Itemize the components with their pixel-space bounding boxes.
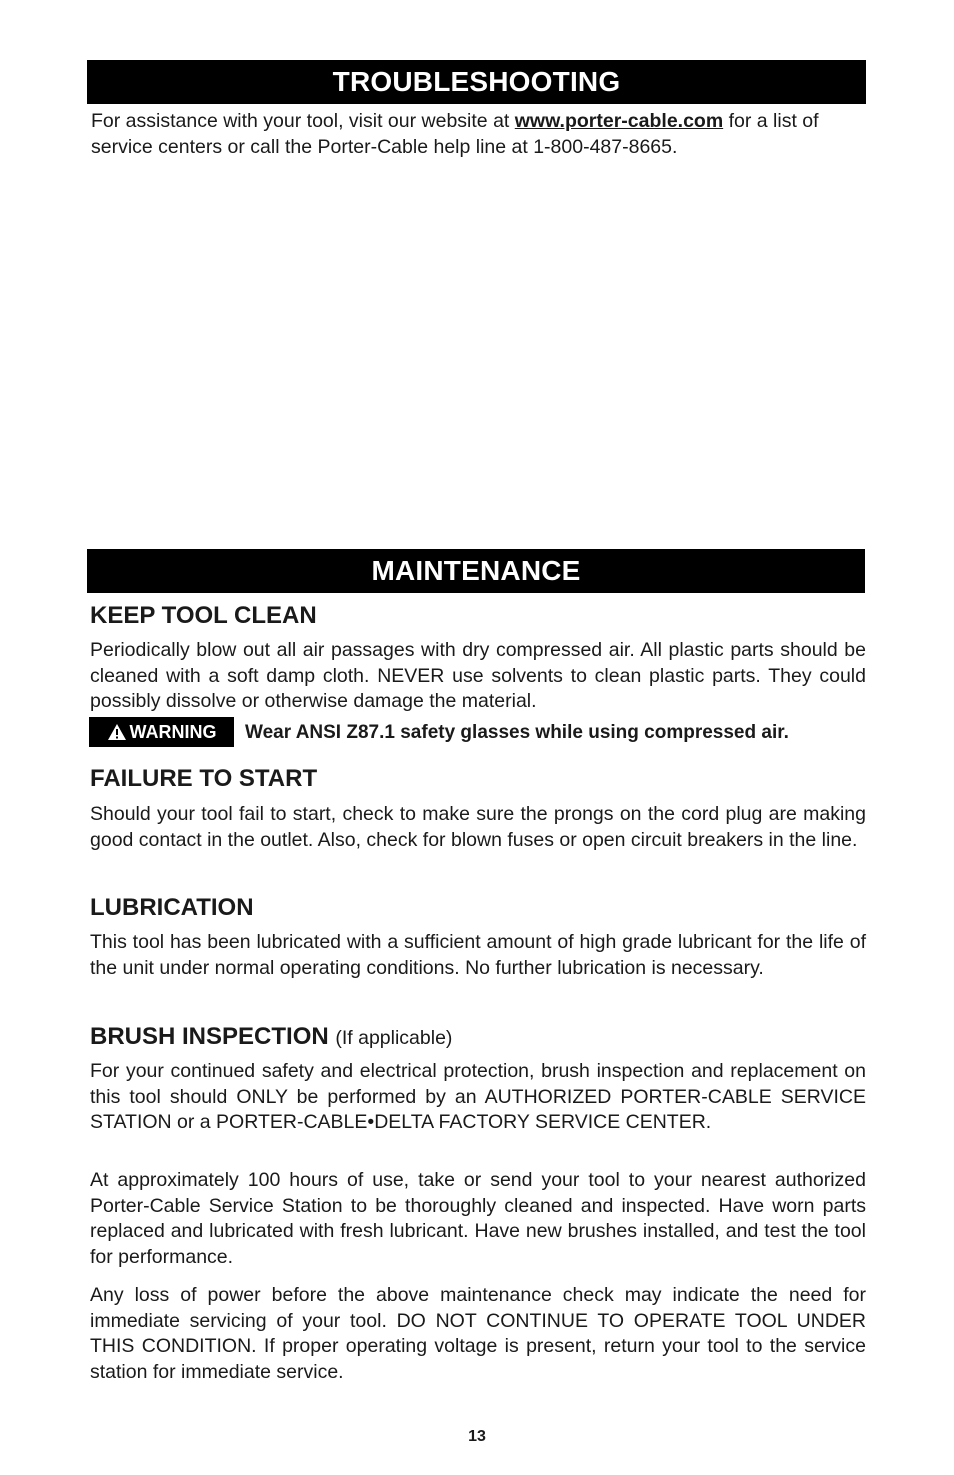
- brush-inspection-title: BRUSH INSPECTION: [90, 1023, 329, 1050]
- website-link[interactable]: www.porter-cable.com: [514, 110, 724, 132]
- troubleshooting-intro: [91, 109, 861, 160]
- keep-tool-clean-body: Periodically blow out all air passages with dry compressed air. All plastic parts should be cleaned with a soft damp cloth. NEVER use solvents to clean plastic parts. They could possibly dissolve or otherwise damage the material.: [90, 639, 866, 712]
- warning-text: Wear ANSI Z87.1 safety glasses while using compressed air.: [245, 722, 789, 743]
- intro-text-after-link: for a list of service centers or call the Porter-Cable help line at 1-800-487-8665.: [91, 110, 819, 158]
- maintenance-title: MAINTENANCE: [87, 549, 865, 593]
- brush-inspection-note: (If applicable): [335, 1027, 453, 1049]
- lubrication-heading: LUBRICATION: [90, 894, 254, 921]
- warning-triangle-icon: [107, 723, 127, 741]
- brush-inspection-paragraph-3: Any loss of power before the above maintenance check may indicate the need for immediate servicing of your tool. DO NOT CONTINUE TO OPERATE TOOL UNDER THIS CONDITION. If proper operating voltage is present, return your tool to the service station for immediate service.: [90, 1284, 866, 1383]
- warning-label: WARNING: [129, 722, 217, 742]
- warning-callout: [89, 717, 869, 748]
- brush-inspection-heading: [90, 1023, 452, 1052]
- lubrication-body: This tool has been lubricated with a sufficient amount of high grade lubricant for the life of the unit under normal operating conditions. No further lubrication is necessary.: [90, 931, 866, 979]
- keep-tool-clean-heading: KEEP TOOL CLEAN: [90, 602, 317, 629]
- troubleshooting-title: TROUBLESHOOTING: [87, 60, 866, 104]
- warning-badge: [89, 717, 234, 747]
- brush-inspection-paragraph-1: For your continued safety and electrical protection, brush inspection and replacement on this tool should ONLY be performed by an AUTHORIZED PORTER-CABLE SERVICE STATION or a PORTER-CABLE•DELTA FACTORY SERVICE CENTER.: [90, 1060, 866, 1133]
- brush-inspection-paragraph-2: At approximately 100 hours of use, take or send your tool to your nearest authorized Porter-Cable Service Station to be thoroughly cleaned and inspected. Have worn parts replaced and lubricated with fresh lubricant. Have new brushes installed, and test the tool for performance.: [90, 1169, 866, 1268]
- failure-to-start-body: Should your tool fail to start, check to make sure the prongs on the cord plug are making good contact in the outlet. Also, check for blown fuses or open circuit breakers in the line.: [90, 803, 866, 851]
- failure-to-start-heading: FAILURE TO START: [90, 765, 318, 792]
- page-number: 13: [468, 1428, 486, 1445]
- intro-text-before-link: For assistance with your tool, visit our website at: [91, 110, 515, 132]
